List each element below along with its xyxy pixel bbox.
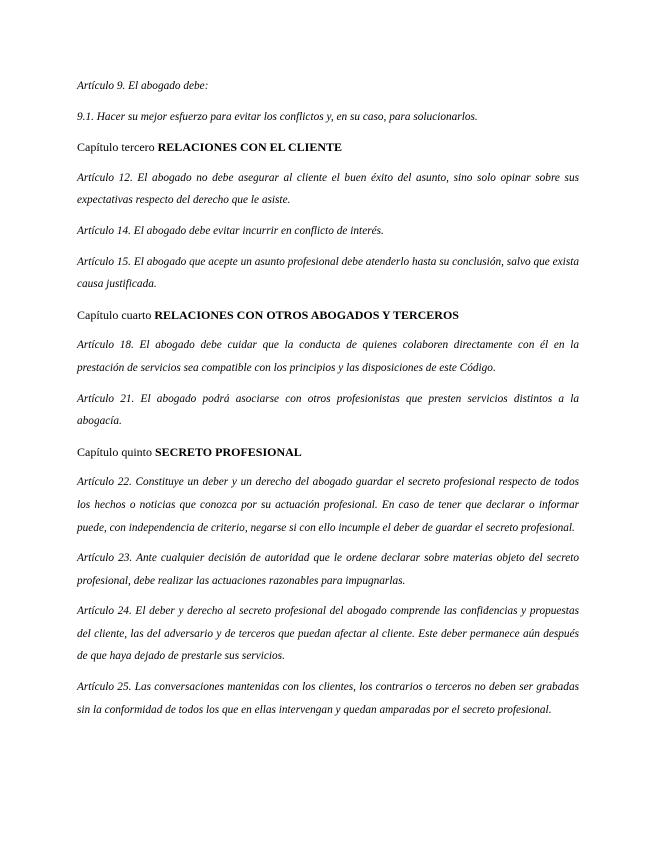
article-23: Artículo 23. Ante cualquier decisión de autoridad que le ordene declarar sobre materias objeto del secreto profesional, debe realizar las actuaciones razonables para impugnarlas.: [77, 552, 579, 587]
article-22: Artículo 22. Constituye un deber y un derecho del abogado guardar el secreto profesional respecto de todos los hechos o noticias que conozca por su actuación profesional. En caso de tener que declarar o informar puede, con independencia de criterio, negarse si con ello incumple el deber de guardar el secreto profesional.: [77, 476, 579, 534]
article-12: Artículo 12. El abogado no debe asegurar al cliente el buen éxito del asunto, sino solo opinar sobre sus expectativas respecto del derecho que le asiste.: [77, 171, 579, 207]
article-9-1: 9.1. Hacer su mejor esfuerzo para evitar los conflictos y, en su caso, para solucionarlos.: [77, 110, 478, 123]
chapter-heading-cuarto: [77, 304, 579, 327]
article-24: Artículo 24. El deber y derecho al secreto profesional del abogado comprende las confidencias y propuestas del cliente, las del adversario y de terceros que puedan afectar al cliente. Este deber permanece aún después de que haya dejado de prestarle sus servicios.: [77, 605, 579, 663]
chapter-title: SECRETO PROFESIONAL: [155, 444, 302, 459]
chapter-title: RELACIONES CON OTROS ABOGADOS Y TERCEROS: [154, 307, 459, 322]
chapter-prefix: Capítulo tercero: [77, 140, 158, 155]
article-9: Artículo 9. El abogado debe:: [77, 80, 209, 92]
article-18: Artículo 18. El abogado debe cuidar que la conducta de quienes colaboren directamente con él en la prestación de servicios sea compatible con los principios y las disposiciones de este Código.: [77, 339, 579, 374]
chapter-prefix: Capítulo quinto: [77, 444, 155, 459]
chapter-prefix: Capítulo cuarto: [77, 307, 155, 322]
chapter-heading-quinto: [77, 441, 579, 464]
article-21: Artículo 21. El abogado podrá asociarse con otros profesionistas que presten servicios distintos a la abogacía.: [77, 392, 579, 428]
article-15: Artículo 15. El abogado que acepte un asunto profesional debe atenderlo hasta su conclusión, salvo que exista causa justificada.: [77, 255, 579, 291]
document-page: [77, 75, 579, 729]
article-14: Artículo 14. El abogado debe evitar incurrir en conflicto de interés.: [77, 224, 384, 237]
article-25: Artículo 25. Las conversaciones mantenidas con los clientes, los contrarios o terceros no deben ser grabadas sin la conformidad de todos los que en ellas intervengan y quedan amparadas por el secreto profesional.: [77, 681, 579, 716]
chapter-title: RELACIONES CON EL CLIENTE: [157, 140, 343, 155]
chapter-heading-tercero: [77, 136, 579, 159]
